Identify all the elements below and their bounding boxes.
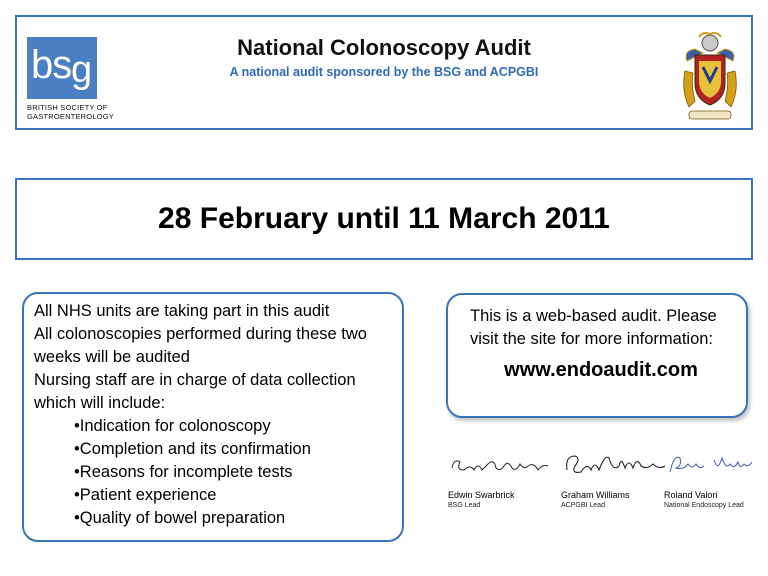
info-bullet: • Indication for colonoscopy <box>34 415 392 438</box>
bsg-logo-mark-right: g <box>71 49 93 91</box>
signatory-name: Graham Williams <box>561 490 630 500</box>
signatory-swarbrick <box>448 448 558 509</box>
signatory-williams <box>561 448 671 509</box>
signatory-valori <box>664 448 764 509</box>
signature-swarbrick <box>448 448 558 480</box>
audit-dates: 28 February until 11 March 2011 <box>158 202 610 235</box>
signature-williams <box>561 448 671 480</box>
audit-website-link[interactable]: www.endoaudit.com <box>504 359 698 381</box>
bsg-org-line1: BRITISH SOCIETY OF <box>27 103 108 112</box>
info-bullet: • Patient experience <box>34 484 392 507</box>
page-subtitle: A national audit sponsored by the BSG and ACPGBI <box>229 65 539 79</box>
web-audit-box <box>446 293 748 418</box>
info-bullet: • Completion and its confirmation <box>34 438 392 461</box>
signatory-name: Edwin Swarbrick <box>448 490 515 500</box>
coat-of-arms-icon <box>681 31 739 123</box>
signatory-role: ACPGBI Lead <box>561 502 605 509</box>
bsg-logo-mark-left: bs <box>31 43 72 87</box>
audit-dates-banner <box>15 178 753 260</box>
info-line: Nursing staff are in charge of data collection which will include: <box>34 371 356 412</box>
info-line: All colonoscopies performed during these two weeks will be audited <box>34 325 367 366</box>
info-list <box>34 300 392 530</box>
bsg-org-line2: GASTROENTEROLOGY <box>27 112 114 121</box>
bsg-logo-text <box>27 103 122 121</box>
info-bullet: • Reasons for incomplete tests <box>34 461 392 484</box>
signatory-name: Roland Valori <box>664 490 718 500</box>
info-bullet: • Quality of bowel preparation <box>34 507 392 530</box>
page-title: National Colonoscopy Audit <box>237 35 531 60</box>
info-line: All NHS units are taking part in this audit <box>34 302 330 320</box>
web-audit-text: This is a web-based audit. Please visit the site for more information: <box>470 307 717 348</box>
signature-valori <box>664 448 768 480</box>
signatory-role: BSG Lead <box>448 502 481 509</box>
header-banner <box>15 15 753 130</box>
signatory-role: National Endoscopy Lead <box>664 502 744 509</box>
audit-info-box <box>22 292 404 542</box>
